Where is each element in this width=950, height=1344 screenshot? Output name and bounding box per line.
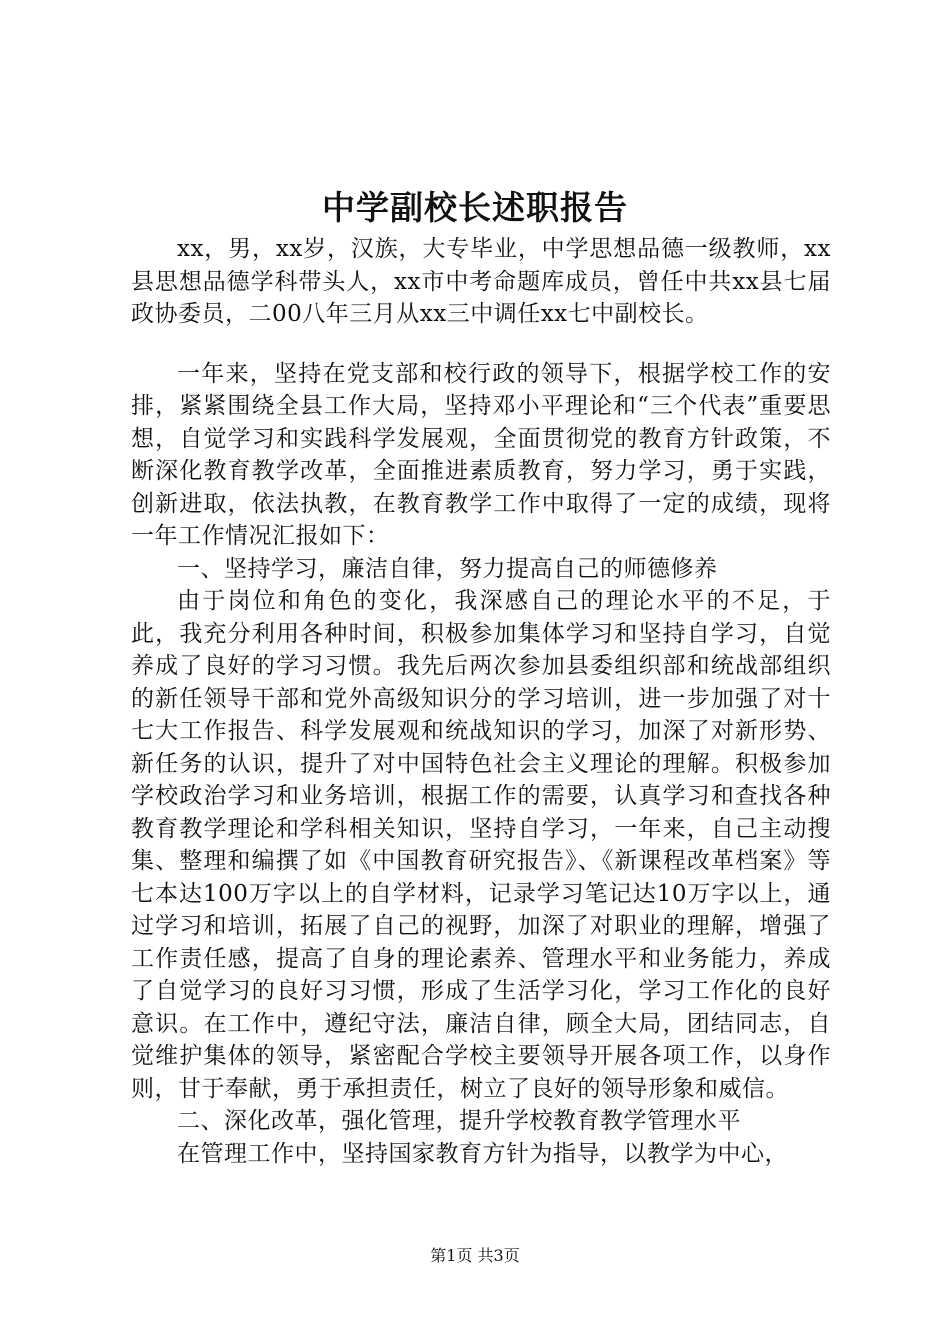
document-title: 中学副校长述职报告: [322, 188, 628, 227]
document-body: [131, 233, 831, 1170]
page-number-footer: 第1页 共3页: [430, 1246, 520, 1265]
section-2-paragraph: 在管理工作中，坚持国家教育方针为指导，以教学为中心，: [177, 1140, 788, 1167]
overview-paragraph: 一年来，坚持在党支部和校行政的领导下，根据学校工作的安排，紧紧围绕全县工作大局，坚持邓小平理论和“三个代表”重要思想，自觉学习和实践科学发展观，全面贯彻党的教育方针政策，不断深化教育教学改革，全面推进素质教育，努力学习，勇于实践，创新进取，依法执教，在教育教学工作中取得了一定的成绩，现将一年工作情况汇报如下：: [131, 360, 831, 549]
intro-paragraph: xx，男，xx岁，汉族，大专毕业，中学思想品德一级教师，xx县思想品德学科带头人，xx市中考命题库成员，曾任中共xx县七届政协委员，二00八年三月从xx三中调任xx七中副校长。: [131, 236, 831, 327]
section-heading-2: 二、深化改革，强化管理，提升学校教育教学管理水平: [177, 1108, 741, 1134]
section-heading-1: 一、坚持学习，廉洁自律，努力提高自己的师德修养: [177, 555, 718, 582]
section-1-paragraph: 由于岗位和角色的变化，我深感自己的理论水平的不足，于此，我充分利用各种时间，积极参加集体学习和坚持自学习，自觉养成了良好的学习习惯。我先后两次参加县委组织部和统战部组织的新任领导干部和党外高级知识分的学习培训，进一步加强了对十七大工作报告、科学发展观和统战知识的学习，加深了对新形势、新任务的认识，提升了对中国特色社会主义理论的理解。积极参加学校政治学习和业务培训，根据工作的需要，认真学习和查找各种教育教学理论和学科相关知识，坚持自学习，一年来，自己主动搜集、整理和编撰了如《中国教育研究报告》、《新课程改革档案》等七本达100万字以上的自学材料，记录学习笔记达10万字以上，通过学习和培训，拓展了自己的视野，加深了对职业的理解，增强了工作责任感，提高了自身的理论素养、管理水平和业务能力，养成了自觉学习的良好习习惯，形成了生活学习化，学习工作化的良好意识。在工作中，遵纪守法，廉洁自律，顾全大局，团结同志，自觉维护集体的领导，紧密配合学校主要领导开展各项工作，以身作则，甘于奉献，勇于承担责任，树立了良好的领导形象和威信。: [131, 588, 831, 1102]
